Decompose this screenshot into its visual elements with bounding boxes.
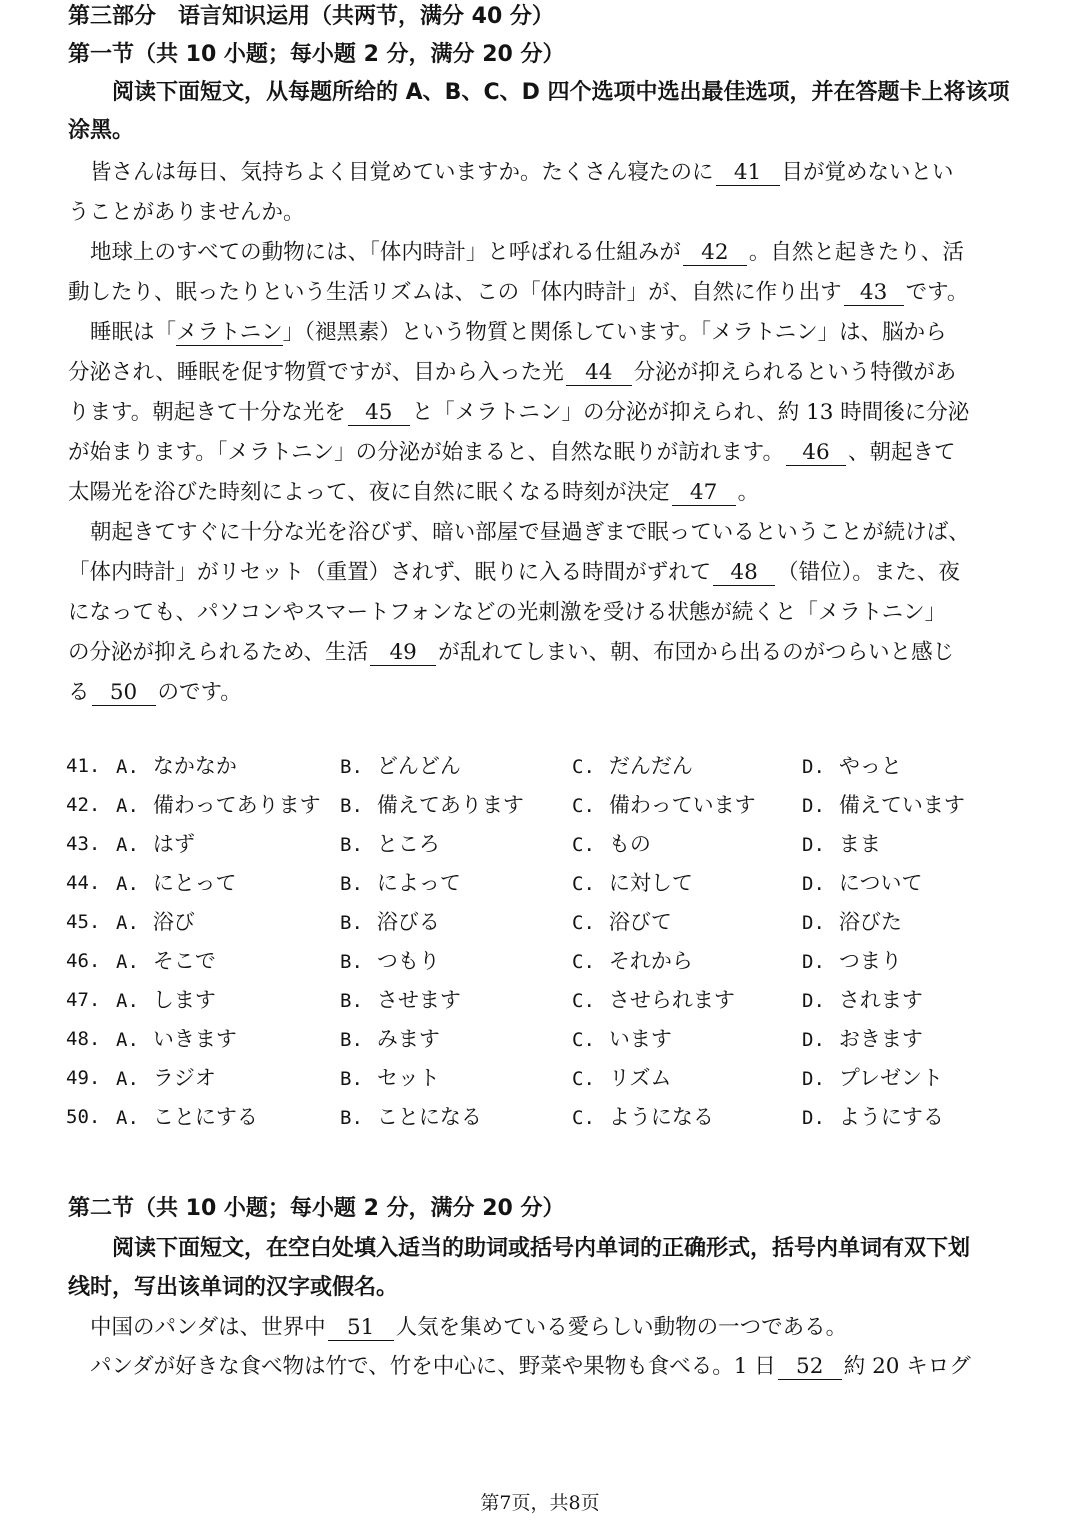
option-a: A. ことにする [116,1105,258,1129]
text: 。 [737,480,760,505]
passage-line [90,1352,1020,1382]
text: 目が覚めないとい [781,160,954,185]
option-a: A. なかなか [116,754,237,778]
question-number: 42. [66,794,101,816]
option-row [66,906,1026,938]
option-c: C. 備わっています [572,793,756,817]
question-number: 43. [66,833,101,855]
option-b: B. 浴びる [340,910,440,934]
passage-line [68,278,1018,308]
option-b: B. つもり [340,949,440,973]
passage-line: うことがありませんか。 [68,200,305,225]
blank-52: 52 [778,1355,842,1380]
text: パンダが好きな食べ物は竹で、竹を中心に、野菜や果物も食べる。1 日 [90,1354,776,1379]
option-b: B. みます [340,1027,440,1051]
option-d: D. プレゼント [802,1066,944,1090]
blank-49: 49 [370,641,436,666]
option-d: D. おきます [802,1027,923,1051]
option-c: C. もの [572,832,651,856]
text: の分泌が抑えられるため、生活 [68,640,369,665]
section-1-title: 第一节（共 10 小题；每小题 2 分，满分 20 分） [68,42,565,67]
blank-45: 45 [348,401,410,426]
passage-line [68,638,1018,668]
question-number: 50. [66,1106,101,1128]
section-1-instruction-line-2: 涂黑。 [68,118,135,143]
text: 」（褪黑素）という物質と関係しています。「メラトニン」は、脳から [282,320,947,345]
option-a: A. ラジオ [116,1066,216,1090]
option-a: A. そこで [116,949,216,973]
text: 太陽光を浴びた時刻によって、夜に自然に眠くなる時刻が決定 [68,480,670,505]
question-number: 49. [66,1067,101,1089]
text: 動したり、眠ったりという生活リズムは、この「体内時計」が、自然に作り出す [68,280,842,305]
option-d: D. について [802,871,923,895]
blank-43: 43 [844,281,904,306]
option-row [66,789,1026,821]
text: 人気を集めている愛らしい動物の一つである。 [395,1315,848,1340]
question-number: 47. [66,989,101,1011]
passage-line: 朝起きてすぐに十分な光を浴びず、暗い部屋で昼過ぎまで眠っているということが続けば、 [90,520,970,545]
option-b: B. セット [340,1066,440,1090]
option-c: C. リズム [572,1066,672,1090]
option-c: C. それから [572,949,693,973]
question-number: 48. [66,1028,101,1050]
question-number: 41. [66,755,101,777]
blank-42: 42 [683,241,747,266]
blank-44: 44 [566,361,632,386]
option-row [66,750,1026,782]
option-b: B. ことになる [340,1105,482,1129]
option-a: A. 備わってあります [116,793,321,817]
text: 分泌が抑えられるという特徴があ [633,360,957,385]
passage-line [68,358,1018,388]
passage-line [68,438,1018,468]
option-row [66,945,1026,977]
option-d: D. まま [802,832,881,856]
text: 中国のパンダは、世界中 [90,1315,326,1340]
text: る [68,680,90,705]
option-d: D. ようにする [802,1105,944,1129]
blank-50: 50 [92,681,156,706]
option-row [66,1062,1026,1094]
passage-line [68,558,1018,588]
blank-51: 51 [328,1316,394,1341]
option-d: D. されます [802,988,923,1012]
option-a: A. します [116,988,216,1012]
text: 、朝起きて [847,440,956,465]
option-b: B. どんどん [340,754,461,778]
option-a: A. いきます [116,1027,237,1051]
question-number: 44. [66,872,101,894]
passage-line [68,398,1018,428]
text: 「体内時計」がリセット（重置）されず、眠りに入る時間がずれて [68,560,712,585]
passage-line [90,238,1020,268]
text: です。 [905,280,969,305]
text: が始まります。「メラトニン」の分泌が始まると、自然な眠りが訪れます。 [68,440,784,465]
text: 皆さんは毎日、気持ちよく目覚めていますか。たくさん寝たのに [90,160,714,185]
option-row [66,828,1026,860]
passage-line [90,158,1020,188]
section-2-instruction-line-1: 阅读下面短文，在空白处填入适当的助词或括号内单词的正确形式，括号内单词有双下划 [112,1236,971,1261]
option-row [66,984,1026,1016]
option-d: D. 備えています [802,793,965,817]
text: と「メラトニン」の分泌が抑えられ、約 13 時間後に分泌 [411,400,970,425]
section-2-instruction-line-2: 线时，写出该单词的汉字或假名。 [68,1275,399,1300]
passage-line [68,678,1018,708]
page-number: 第7页，共8页 [480,1492,600,1514]
text: が乱れてしまい、朝、布団から出るのがつらいと感じ [438,640,955,665]
option-c: C. ようになる [572,1105,714,1129]
text: （错位）。また、夜 [777,560,960,585]
option-d: D. つまり [802,949,902,973]
option-b: B. によって [340,871,461,895]
text: 約 20 キログ [843,1354,971,1379]
option-row [66,1101,1026,1133]
underlined-word: メラトニン [176,320,283,345]
question-number: 45. [66,911,101,933]
option-b: B. 備えてあります [340,793,524,817]
section-1-instruction-line-1: 阅读下面短文，从每题所给的 A、B、C、D 四个选项中选出最佳选项，并在答题卡上将该项 [112,80,1010,105]
option-a: A. 浴び [116,910,195,934]
option-c: C. います [572,1027,672,1051]
option-c: C. だんだん [572,754,693,778]
option-d: D. やっと [802,754,902,778]
text: ります。朝起きて十分な光を [68,400,346,425]
blank-46: 46 [786,441,846,466]
section-2-title: 第二节（共 10 小题；每小题 2 分，满分 20 分） [68,1196,565,1221]
option-b: B. させます [340,988,461,1012]
question-number: 46. [66,950,101,972]
text: 分泌され、睡眠を促す物質ですが、目から入った光 [68,360,564,385]
blank-48: 48 [713,561,775,586]
option-c: C. させられます [572,988,735,1012]
blank-47: 47 [672,481,736,506]
blank-41: 41 [716,161,780,186]
text: 地球上のすべての動物には、「体内時計」と呼ばれる仕組みが [90,240,681,265]
passage-line [90,1313,1020,1343]
passage-line: になっても、パソコンやスマートフォンなどの光刺激を受ける状態が続くと「メラトニン」 [68,600,947,625]
option-d: D. 浴びた [802,910,902,934]
option-b: B. ところ [340,832,440,856]
text: 。自然と起きたり、活 [748,240,964,265]
passage-line [90,318,1020,348]
text: 睡眠は「 [90,320,177,345]
option-a: A. はず [116,832,195,856]
part-title: 第三部分 语言知识运用（共两节，满分 40 分） [68,4,554,29]
option-row [66,867,1026,899]
option-c: C. 浴びて [572,910,672,934]
option-c: C. に対して [572,871,693,895]
text: のです。 [157,680,242,705]
option-row [66,1023,1026,1055]
passage-line [68,478,1018,508]
option-a: A. にとって [116,871,237,895]
